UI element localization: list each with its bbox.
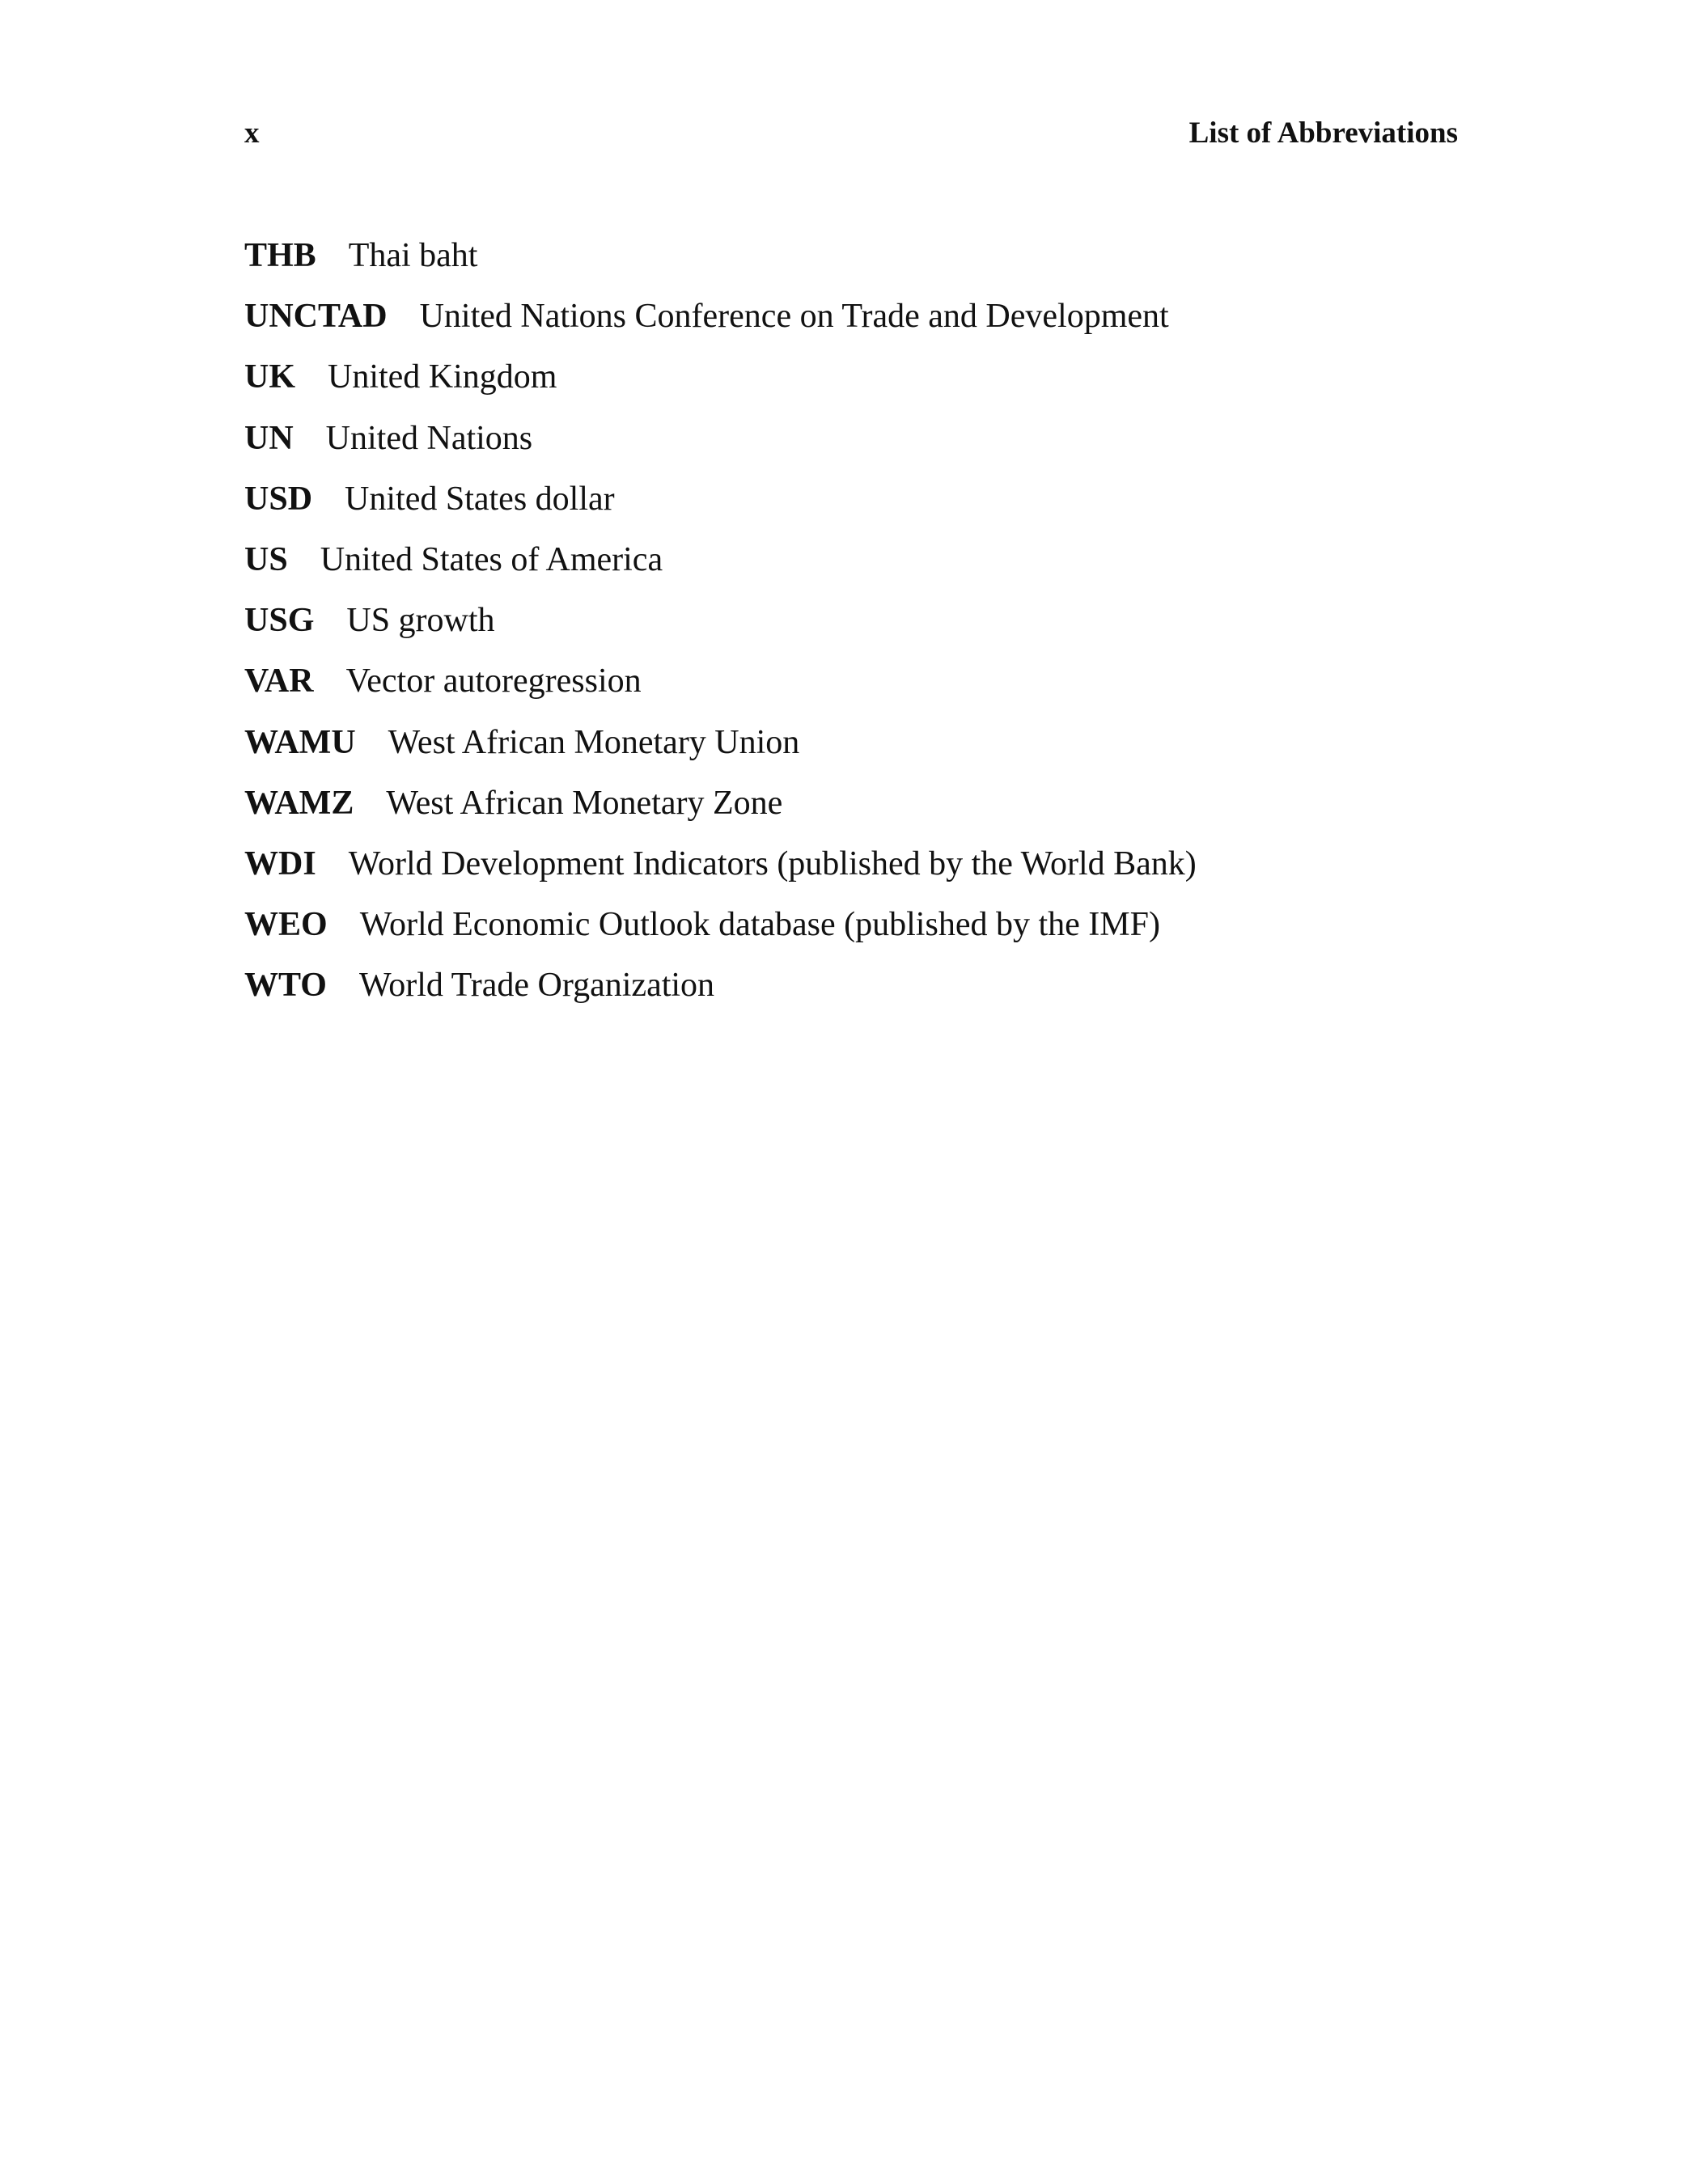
abbreviation-term: WAMZ xyxy=(244,784,354,822)
abbreviation-definition: United Nations Conference on Trade and Development xyxy=(419,298,1169,336)
abbreviation-entry xyxy=(244,231,1539,292)
abbreviation-definition: United States dollar xyxy=(345,480,615,518)
abbreviation-entry xyxy=(244,779,1539,840)
abbreviation-definition: World Economic Outlook database (published by the IMF) xyxy=(359,906,1160,944)
abbreviation-term: WAMU xyxy=(244,723,356,761)
abbreviation-term: UN xyxy=(244,419,294,457)
abbreviation-term: UNCTAD xyxy=(244,298,388,336)
abbreviation-definition: West African Monetary Union xyxy=(388,723,800,761)
abbreviation-term: WEO xyxy=(244,906,328,944)
abbreviation-definition: US growth xyxy=(346,602,495,640)
abbreviation-entry xyxy=(244,961,1539,1022)
abbreviation-definition: United Nations xyxy=(325,419,533,457)
abbreviation-term: USD xyxy=(244,480,313,518)
abbreviation-entry xyxy=(244,292,1539,353)
abbreviation-definition: United Kingdom xyxy=(328,358,557,396)
abbreviation-definition: World Trade Organization xyxy=(358,967,715,1005)
abbreviation-definition: Vector autoregression xyxy=(345,662,642,700)
abbreviation-entry xyxy=(244,353,1539,413)
page-number: x xyxy=(244,116,260,150)
abbreviation-term: US xyxy=(244,540,288,578)
abbreviation-definition: World Development Indicators (published by the World Bank) xyxy=(348,844,1197,882)
abbreviation-entry xyxy=(244,414,1539,475)
abbreviation-term: WTO xyxy=(244,967,327,1005)
running-header xyxy=(244,113,1458,154)
running-title: List of Abbreviations xyxy=(1188,116,1458,150)
abbreviation-definition: West African Monetary Zone xyxy=(386,784,783,822)
abbreviation-list xyxy=(244,231,1539,1022)
abbreviation-term: WDI xyxy=(244,844,316,882)
abbreviation-entry xyxy=(244,657,1539,717)
abbreviation-entry xyxy=(244,535,1539,596)
abbreviation-entry xyxy=(244,475,1539,535)
abbreviation-term: UK xyxy=(244,358,295,396)
abbreviation-term: VAR xyxy=(244,662,314,700)
abbreviation-entry xyxy=(244,596,1539,657)
abbreviation-entry xyxy=(244,840,1539,900)
abbreviation-term: THB xyxy=(244,237,316,274)
abbreviation-term: USG xyxy=(244,602,315,640)
abbreviation-definition: United States of America xyxy=(320,540,663,578)
abbreviation-entry xyxy=(244,900,1539,961)
abbreviation-definition: Thai baht xyxy=(348,237,478,274)
abbreviation-entry xyxy=(244,718,1539,779)
